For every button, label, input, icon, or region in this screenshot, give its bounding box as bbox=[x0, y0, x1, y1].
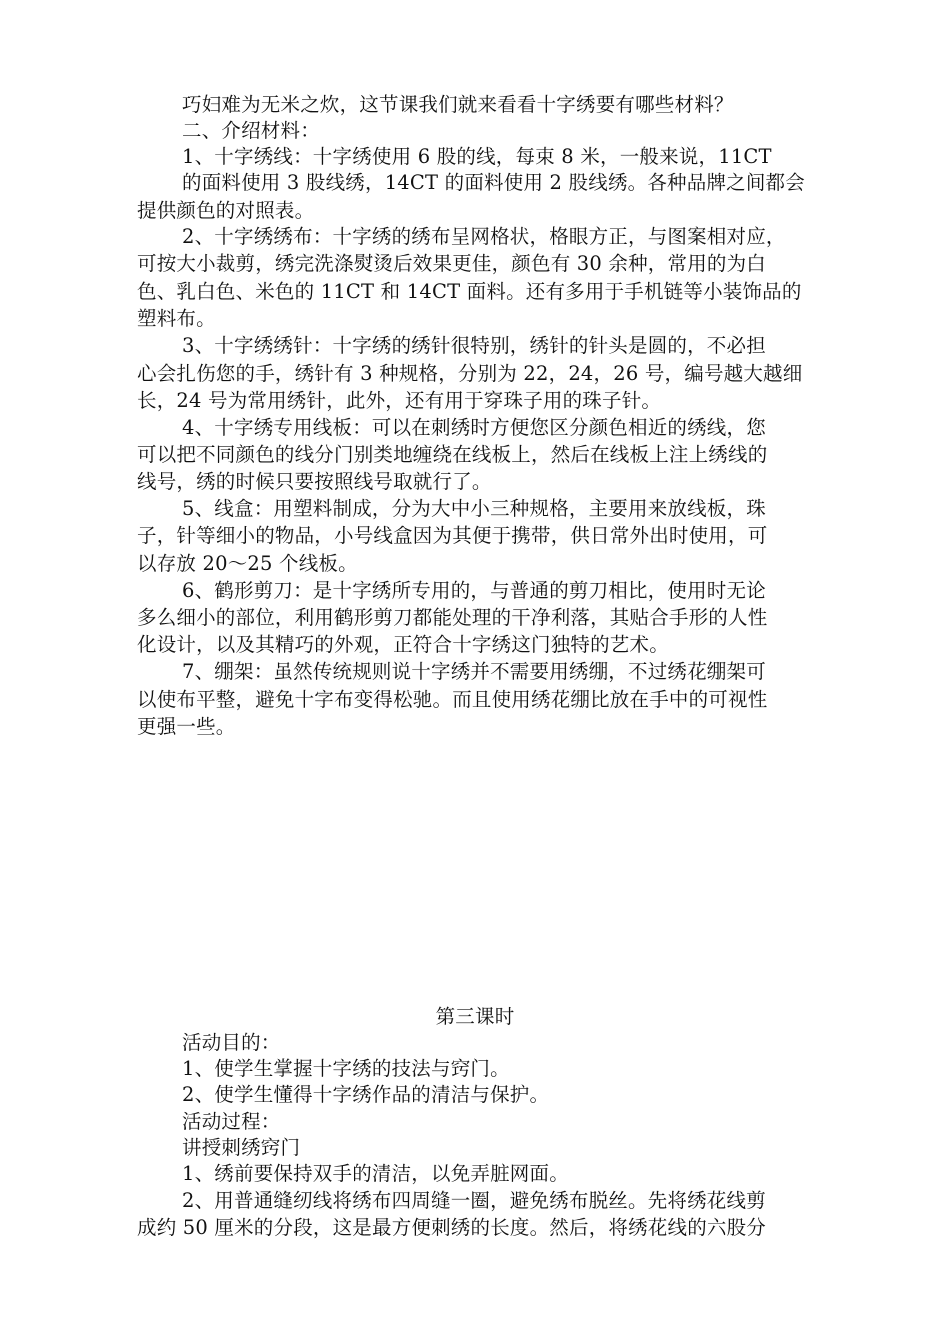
section-heading: 第三课时 bbox=[435, 1005, 515, 1028]
paragraph-line: 心会扎伤您的手，绣针有 3 种规格，分别为 22，24，26 号，编号越大越细 bbox=[137, 362, 803, 385]
paragraph-line: 2、用普通缝纫线将绣布四周缝一圈，避免绣布脱丝。先将绣花线剪 bbox=[182, 1189, 766, 1212]
paragraph-line: 的面料使用 3 股线绣，14CT 的面料使用 2 股线绣。各种品牌之间都会 bbox=[182, 171, 805, 194]
paragraph-line: 以使布平整，避免十字布变得松驰。而且使用绣花绷比放在手中的可视性 bbox=[137, 688, 768, 711]
paragraph-line: 成约 50 厘米的分段，这是最方便刺绣的长度。然后，将绣花线的六股分 bbox=[137, 1216, 767, 1239]
paragraph-line: 4、十字绣专用线板：可以在刺绣时方便您区分颜色相近的绣线，您 bbox=[182, 416, 766, 439]
paragraph-line: 提供颜色的对照表。 bbox=[137, 199, 315, 222]
paragraph-line: 1、使学生掌握十字绣的技法与窍门。 bbox=[182, 1057, 510, 1080]
paragraph-line: 6、鹤形剪刀：是十字绣所专用的，与普通的剪刀相比，使用时无论 bbox=[182, 579, 766, 602]
paragraph-line: 可按大小裁剪，绣完洗涤熨烫后效果更佳，颜色有 30 余种，常用的为白 bbox=[137, 252, 767, 275]
paragraph-line: 线号，绣的时候只要按照线号取就行了。 bbox=[137, 470, 492, 493]
paragraph-line: 讲授刺绣窍门 bbox=[182, 1136, 301, 1159]
paragraph-line: 子，针等细小的物品，小号线盒因为其便于携带，供日常外出时使用，可 bbox=[137, 524, 768, 547]
paragraph-line: 1、绣前要保持双手的清洁，以免弄脏网面。 bbox=[182, 1162, 569, 1185]
paragraph-line: 7、绷架：虽然传统规则说十字绣并不需要用绣绷，不过绣花绷架可 bbox=[182, 660, 766, 683]
paragraph-line: 2、十字绣绣布：十字绣的绣布呈网格状，格眼方正，与图案相对应， bbox=[182, 225, 786, 248]
paragraph-line: 活动过程： bbox=[182, 1110, 281, 1133]
paragraph-line: 巧妇难为无米之炊，这节课我们就来看看十字绣要有哪些材料？ bbox=[182, 93, 734, 116]
paragraph-line: 以存放 20～25 个线板。 bbox=[137, 552, 358, 575]
paragraph-line: 多么细小的部位，利用鹤形剪刀都能处理的干净利落，其贴合手形的人性 bbox=[137, 606, 768, 629]
paragraph-line: 长，24 号为常用绣针，此外，还有用于穿珠子用的珠子针。 bbox=[137, 389, 662, 412]
paragraph-line: 1、十字绣线：十字绣使用 6 股的线，每束 8 米，一般来说，11CT bbox=[182, 145, 772, 168]
paragraph-line: 化设计，以及其精巧的外观，正符合十字绣这门独特的艺术。 bbox=[137, 633, 669, 656]
paragraph-line: 3、十字绣绣针：十字绣的绣针很特别，绣针的针头是圆的，不必担 bbox=[182, 334, 766, 357]
paragraph-line: 可以把不同颜色的线分门别类地缠绕在线板上，然后在线板上注上绣线的 bbox=[137, 443, 768, 466]
paragraph-line: 活动目的： bbox=[182, 1031, 281, 1054]
paragraph-line: 2、使学生懂得十字绣作品的清洁与保护。 bbox=[182, 1083, 550, 1106]
paragraph-line: 二、介绍材料： bbox=[182, 119, 320, 142]
paragraph-line: 塑料布。 bbox=[137, 307, 216, 330]
paragraph-line: 5、线盒：用塑料制成，分为大中小三种规格，主要用来放线板，珠 bbox=[182, 497, 766, 520]
paragraph-line: 色、乳白色、米色的 11CT 和 14CT 面料。还有多用于手机链等小装饰品的 bbox=[137, 280, 802, 303]
paragraph-line: 更强一些。 bbox=[137, 715, 236, 738]
